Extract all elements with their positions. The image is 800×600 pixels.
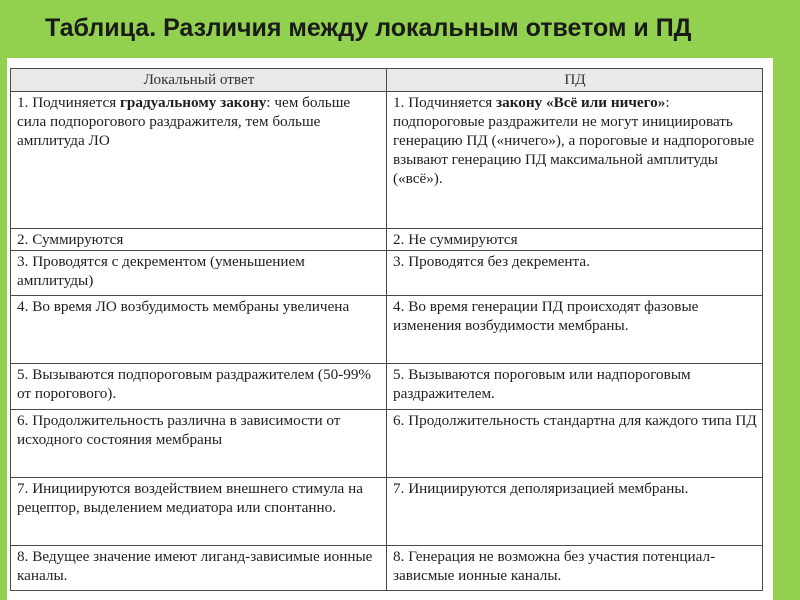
table-row: [11, 478, 763, 546]
cell-ap: 7. Инициируются деполяризацией мембраны.: [387, 478, 763, 546]
cell-local: 5. Вызываются подпороговым раздражителем (50-99% от порогового).: [11, 364, 387, 410]
cell-local: 1. Подчиняется градуальному закону: чем больше сила подпорогового раздражителя, тем больше амплитуда ЛО: [11, 92, 387, 229]
cell-local: 2. Суммируются: [11, 229, 387, 251]
cell-ap: 6. Продолжительность стандартна для каждого типа ПД: [387, 410, 763, 478]
table-row: [11, 92, 763, 229]
cell-local: 6. Продолжительность различна в зависимости от исходного состояния мембраны: [11, 410, 387, 478]
table-row: [11, 229, 763, 251]
comparison-table: [10, 68, 763, 591]
right-accent-bar: [773, 58, 800, 600]
cell-local: 3. Проводятся с декрементом (уменьшением амплитуды): [11, 251, 387, 296]
cell-local: 8. Ведущее значение имеют лиганд-зависимые ионные каналы.: [11, 546, 387, 591]
cell-local: 4. Во время ЛО возбудимость мембраны увеличена: [11, 296, 387, 364]
cell-ap: 8. Генерация не возможна без участия потенциал-зависмые ионные каналы.: [387, 546, 763, 591]
cell-ap: 2. Не суммируются: [387, 229, 763, 251]
header-local-response: Локальный ответ: [11, 69, 387, 92]
table-header-row: [11, 69, 763, 92]
table-row: [11, 364, 763, 410]
cell-ap: 1. Подчиняется закону «Всё или ничего»: подпороговые раздражители не могут инициировать генерацию ПД («ничего»), а пороговые и надпороговые взывают генерацию ПД максимальной амплитуды («всё»).: [387, 92, 763, 229]
table-row: [11, 546, 763, 591]
table-row: [11, 251, 763, 296]
table-row: [11, 410, 763, 478]
header-action-potential: ПД: [387, 69, 763, 92]
cell-local: 7. Инициируются воздействием внешнего стимула на рецептор, выделением медиатора или спонтанно.: [11, 478, 387, 546]
table-row: [11, 296, 763, 364]
page-title: Таблица. Различия между локальным ответом и ПД: [45, 14, 692, 42]
left-accent-bar: [0, 58, 7, 600]
cell-ap: 5. Вызываются пороговым или надпороговым раздражителем.: [387, 364, 763, 410]
cell-ap: 4. Во время генерации ПД происходят фазовые изменения возбудимости мембраны.: [387, 296, 763, 364]
cell-ap: 3. Проводятся без декремента.: [387, 251, 763, 296]
